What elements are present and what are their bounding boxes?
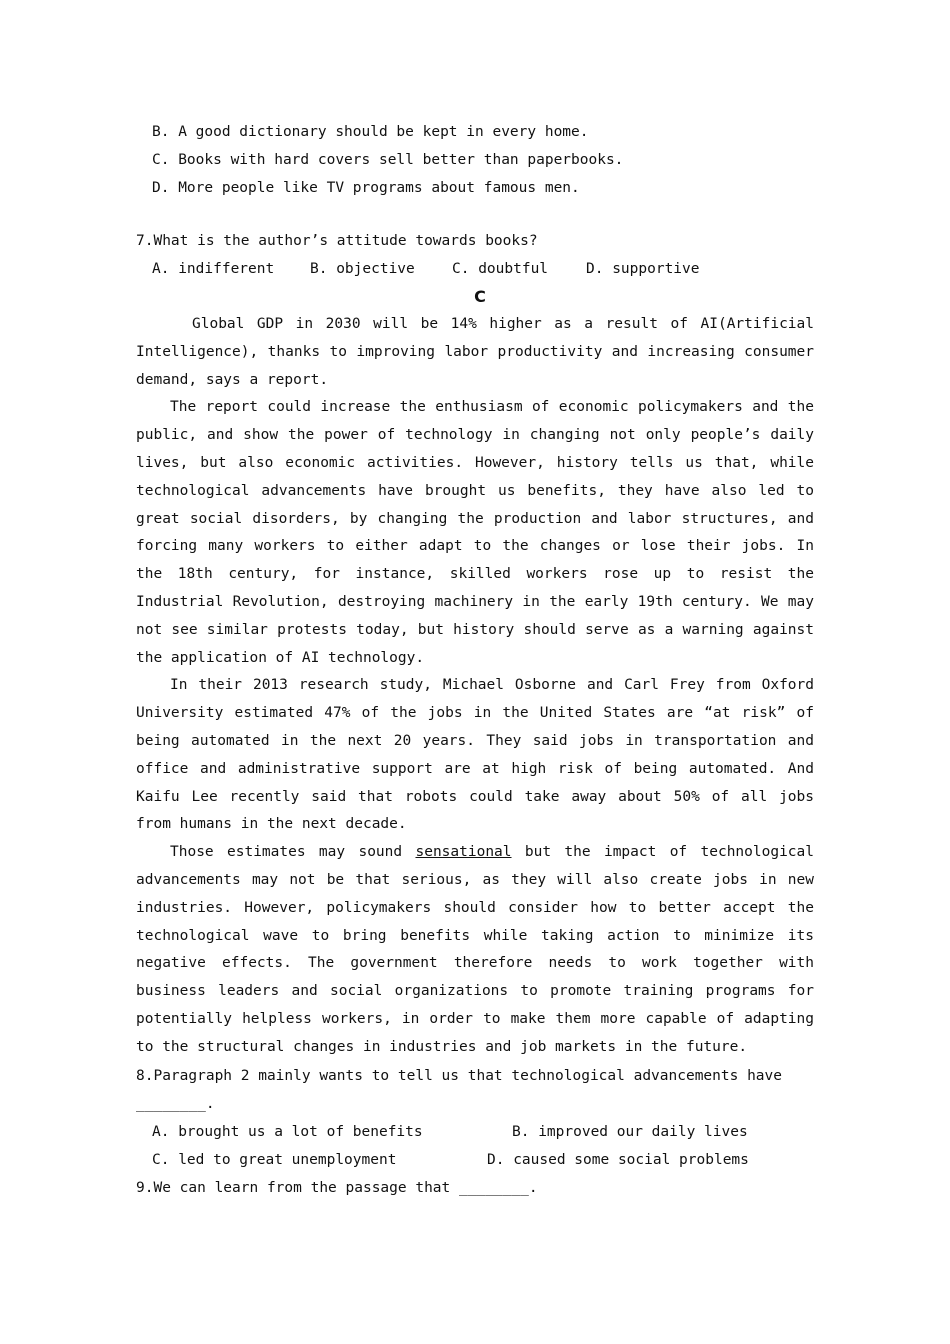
q7-option-b: B. objective [310,261,415,277]
q6-option-d: D. More people like TV programs about famous men. [152,180,580,196]
q7-options [136,255,814,283]
q6-option-c: C. Books with hard covers sell better than paperbooks. [152,152,624,168]
passage-paragraph-2: The report could increase the enthusiasm of economic policymakers and the public, and show the power of technology in changing not only people’s daily lives, but also economic activities. However, history tells us that, while technological advancements have brought us benefits, they have also led to great social disorders, by changing the production and labor structures, and forcing many workers to either adapt to the changes or lose their jobs. In the 18th century, for instance, skilled workers rose up to resist the Industrial Revolution, destroying machinery in the early 19th century. We may not see similar protests today, but history should serve as a warning against the application of AI technology. [136,399,814,666]
section-title: C [474,287,486,306]
q8-question: 8.Paragraph 2 mainly wants to tell us that technological advancements have [136,1067,783,1084]
q8-blank: ________. [136,1095,215,1112]
q7-option-a: A. indifferent [152,261,275,277]
q8-option-b: B. improved our daily lives [512,1123,748,1140]
passage-paragraph-3: In their 2013 research study, Michael Osborne and Carl Frey from Oxford University estimated 47% of the jobs in the United States are “at risk” of being automated in the next 20 years. They said jobs in transportation and office and administrative support are at high risk of being automated. And Kaifu Lee recently said that robots could take away about 50% of all jobs from humans in the next decade. [136,677,814,833]
q9-question: 9.We can learn from the passage that ________. [136,1179,538,1196]
q8-option-c: C. led to great unemployment [152,1151,397,1168]
q8-option-d: D. caused some social problems [487,1151,749,1168]
underlined-word: sensational [415,844,512,861]
passage-paragraph-4 [136,839,814,1061]
spacer [136,202,814,227]
q8-option-a: A. brought us a lot of benefits [152,1123,423,1140]
exam-page [136,118,814,1202]
p4-text-start: Those estimates may sound [170,844,416,861]
q7-option-d: D. supportive [586,261,700,277]
passage-paragraph-1: Global GDP in 2030 will be 14% higher as a result of AI(Artificial Intelligence), thanks to improving labor productivity and increasing consumer demand, says a report. [136,316,814,388]
q7-question: 7.What is the author’s attitude towards books? [136,233,538,249]
p4-text-end: but the impact of technological advancements may not be that serious, as they will also create jobs in new industries. However, policymakers should consider how to better accept the technological wave to bring benefits while taking action to minimize its negative effects. The government therefore needs to work together with business leaders and social organizations to promote training programs for potentially helpless workers, in order to make them more capable of adapting to the structural changes in industries and job markets in the future. [136,844,814,1055]
q6-option-b: B. A good dictionary should be kept in every home. [152,124,589,140]
q7-option-c: C. doubtful [452,261,549,277]
q8-options-row-1 [136,1118,814,1146]
q8-options-row-2 [136,1146,814,1174]
